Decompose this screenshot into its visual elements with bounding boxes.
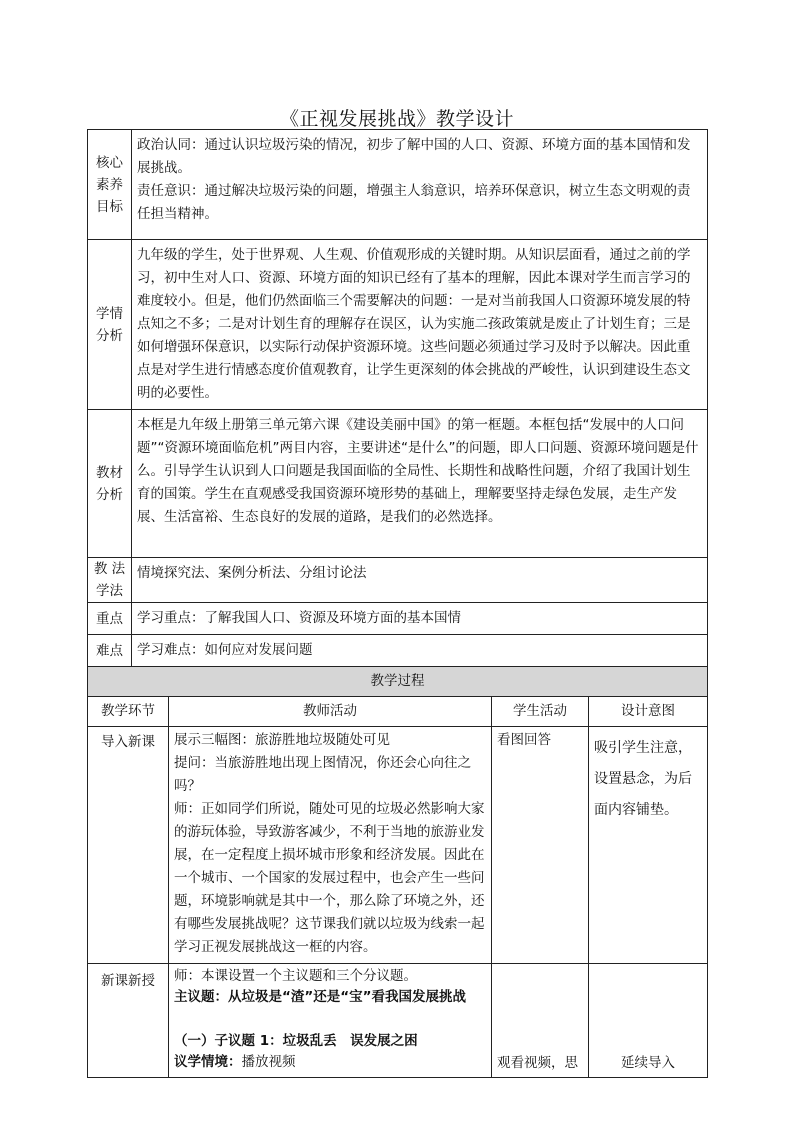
row-material-analysis <box>88 410 708 558</box>
col-header-student: 学生活动 <box>492 697 589 727</box>
newlesson-line-1: 师：本课设置一个主议题和三个分议题。 <box>174 968 417 984</box>
intro-teacher-line-3: 师：正如同学们所说，随处可见的垃圾必然影响大家的游玩体验，导致游客减少，不利于当地的旅游业发展，在一定程度上损坏城市形象和经济发展。因此在一个城市、一个国家的发展过程中，也会产生一些问题，环境影响就是其中一个，那么除了环境之外，还有哪些发展挑战呢？这节课我们就以垃圾为线索一起学习正视发展挑战这一框的内容。 <box>174 801 485 955</box>
newlesson-subtopic-1: （一）子议题 1：垃圾乱丢 误发展之困 <box>174 1033 418 1049</box>
col-header-teacher: 教师活动 <box>169 697 492 727</box>
label-key-point: 重点 <box>88 603 132 635</box>
newlesson-context-text: 播放视频 <box>241 1054 296 1070</box>
intro-teacher-line-1: 展示三幅图：旅游胜地垃圾随处可见 <box>174 732 390 748</box>
label-learner-analysis: 学情 分析 <box>88 240 132 410</box>
row-process-heading <box>88 667 708 697</box>
newlesson-stage: 新课新授 <box>88 964 169 1078</box>
document-title: 《正视发展挑战》教学设计 <box>279 108 514 130</box>
newlesson-context-label: 议学情境： <box>174 1054 242 1070</box>
learner-analysis-content: 九年级的学生，处于世界观、人生观、价值观形成的关键时期。从知识层面看，通过之前的学习，初中生对人口、资源、环境方面的知识已经有了基本的理解，因此本课对学生而言学习的难度较小。但是，他们仍然面临三个需要解决的问题：一是对当前我国人口资源环境发展的特点知之不多；二是对计划生育的理解存在误区，认为实施二孩政策就是废止了计划生育；三是如何增强环保意识，以实际行动保护资源环境。这些问题必须通过学习及时予以解决。因此重点是对学生进行情感态度价值观教育，让学生更深刻的体会挑战的严峻性，认识到建设生态文明的必要性。 <box>132 240 708 410</box>
row-learner-analysis <box>88 240 708 410</box>
newlesson-spacer <box>174 1008 486 1031</box>
row-new-lesson <box>88 964 708 1078</box>
process-heading: 教学过程 <box>88 667 708 697</box>
newlesson-design-intent: 延续导入 <box>589 964 708 1078</box>
intro-teacher-line-2: 提问：当旅游胜地出现上图情况，你还会心向往之吗？ <box>174 755 471 794</box>
difficulty-content: 学习难点：如何应对发展问题 <box>132 635 708 667</box>
row-teaching-method <box>88 558 708 603</box>
label-difficulty: 难点 <box>88 635 132 667</box>
newlesson-teacher-activity <box>169 964 492 1078</box>
label-core-goals: 核心 素养 目标 <box>88 130 132 240</box>
label-teaching-method: 教 法 学法 <box>88 558 132 603</box>
col-header-intent: 设计意图 <box>589 697 708 727</box>
newlesson-context-line <box>174 1052 486 1073</box>
intro-student-activity: 看图回答 <box>492 727 589 964</box>
key-point-content: 学习重点：了解我国人口、资源及环境方面的基本国情 <box>132 603 708 635</box>
teaching-method-content: 情境探究法、案例分析法、分组讨论法 <box>132 558 708 603</box>
row-process-columns <box>88 697 708 727</box>
intro-stage: 导入新课 <box>88 727 169 964</box>
row-core-goals <box>88 130 708 240</box>
intro-design-intent: 吸引学生注意，设置悬念，为后面内容铺垫。 <box>589 727 708 964</box>
col-header-stage: 教学环节 <box>88 697 169 727</box>
row-key-point <box>88 603 708 635</box>
row-intro <box>88 727 708 964</box>
newlesson-main-topic: 主议题：从垃圾是“渣”还是“宝”看我国发展挑战 <box>174 989 466 1005</box>
core-goals-content <box>132 130 708 240</box>
core-goal-responsibility: 责任意识：通过解决垃圾污染的问题，增强主人翁意识，培养环保意识，树立生态文明观的责任担当精神。 <box>137 183 691 222</box>
label-material-analysis: 教材 分析 <box>88 410 132 558</box>
row-difficulty <box>88 635 708 667</box>
newlesson-student-activity: 观看视频，思 <box>492 964 589 1078</box>
core-goal-political: 政治认同：通过认识垃圾污染的情况，初步了解中国的人口、资源、环境方面的基本国情和发展挑战。 <box>137 137 691 176</box>
lesson-plan-table <box>87 129 708 1078</box>
material-analysis-content: 本框是九年级上册第三单元第六课《建设美丽中国》的第一框题。本框包括“发展中的人口问题”“资源环境面临危机”两目内容，主要讲述“是什么”的问题，即人口问题、资源环境问题是什么。引导学生认识到人口问题是我国面临的全局性、长期性和战略性问题，介绍了我国计划生育的国策。学生在直观感受我国资源环境形势的基础上，理解要坚持走绿色发展，走生产发展、生活富裕、生态良好的发展的道路，是我们的必然选择。 <box>132 410 708 558</box>
intro-teacher-activity <box>169 727 492 964</box>
